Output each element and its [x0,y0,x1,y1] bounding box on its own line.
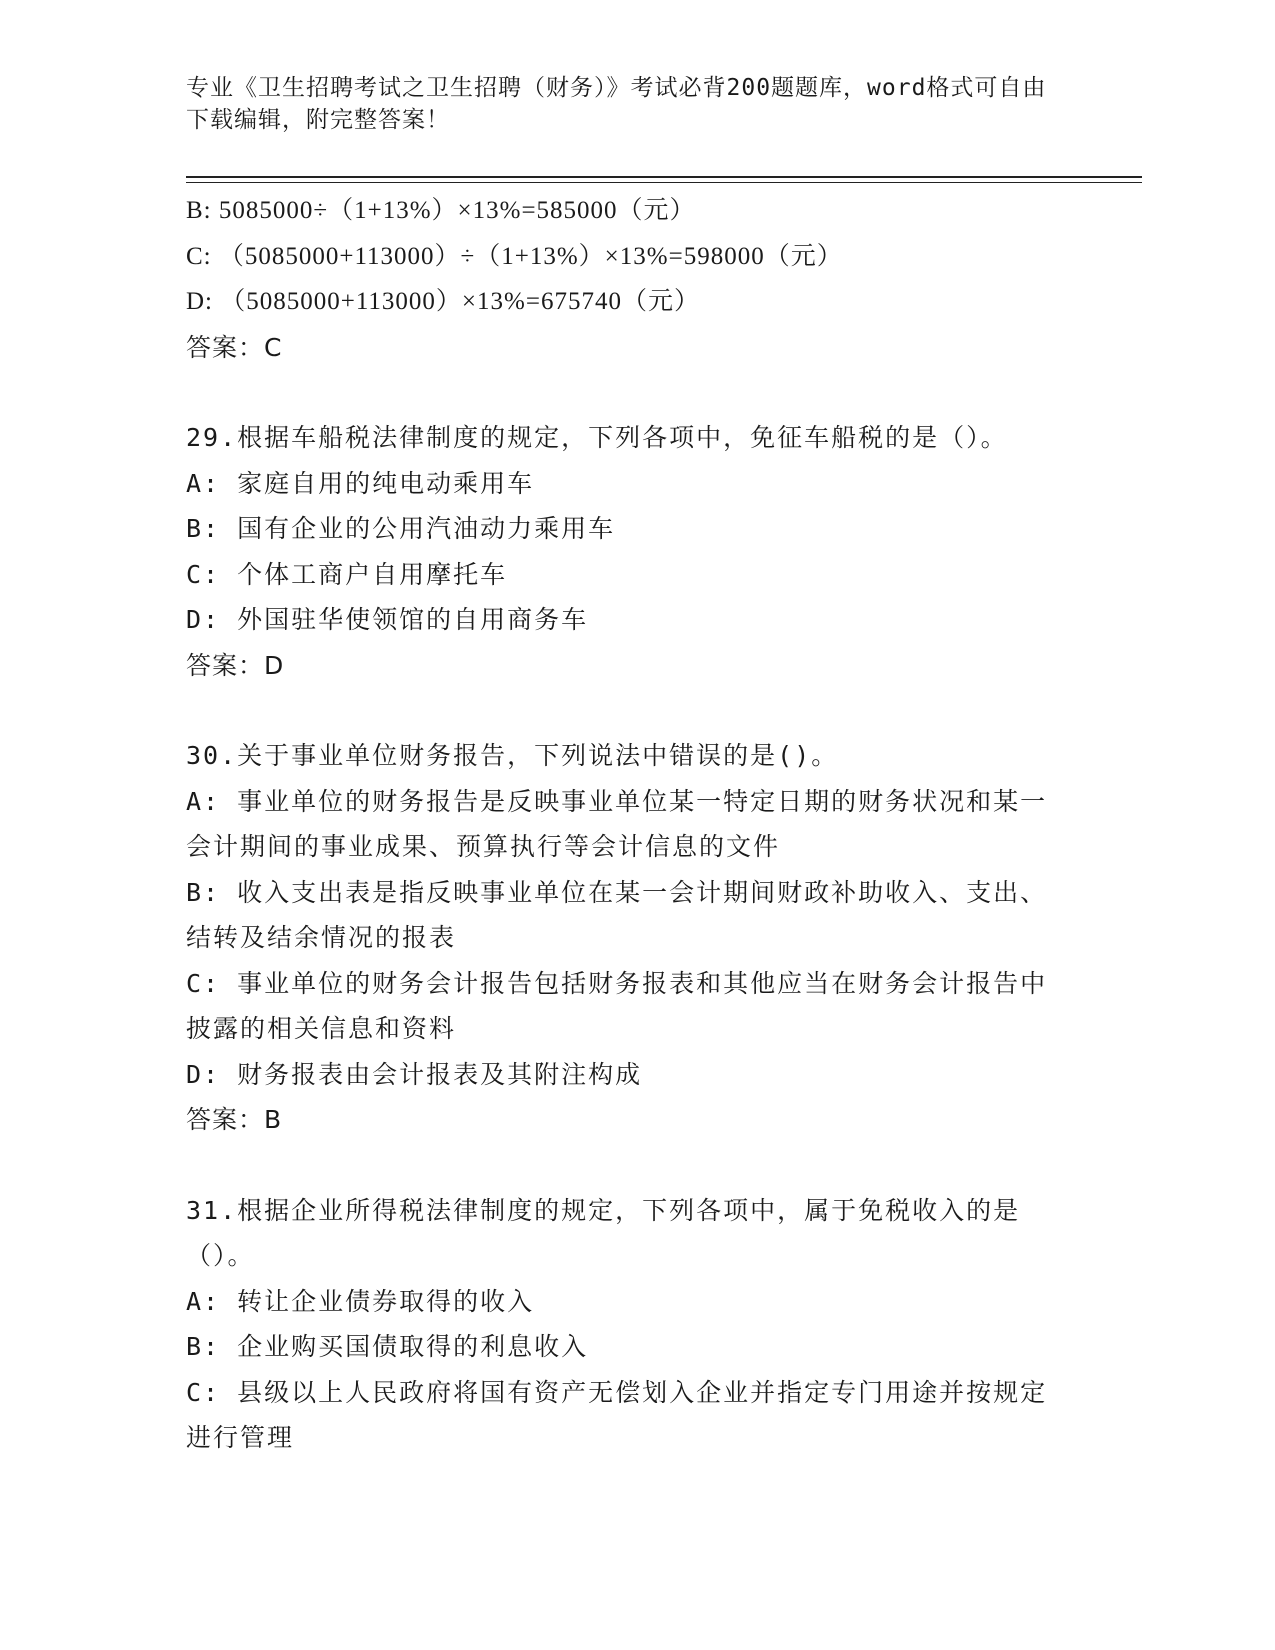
question-stem: 29.根据车船税法律制度的规定，下列各项中，免征车船税的是（）。 [186,423,1008,452]
option-b: B: 收入支出表是指反映事业单位在某一会计期间财政补助收入、支出、结转及结余情况的报表 [186,877,1048,952]
question-stem: 31.根据企业所得税法律制度的规定，下列各项中，属于免税收入的是（）。 [186,1195,1021,1270]
option-a: A: 转让企业债券取得的收入 [186,1286,535,1316]
option-d: D: 财务报表由会计报表及其附注构成 [186,1059,643,1089]
header-divider-thick [186,176,1142,178]
spacer [186,370,1066,415]
option-b: B: 企业购买国债取得的利息收入 [186,1332,589,1361]
option-a: A: 家庭自用的纯电动乘用车 [186,468,535,498]
spacer [186,688,1066,733]
option-d: D: 外国驻华使领馆的自用商务车 [186,605,589,634]
document-body [186,188,1066,1461]
option-c: C: 事业单位的财务会计报告包括财务报表和其他应当在财务会计报告中披露的相关信息和资料 [186,968,1048,1043]
option-c: C: 个体工商户自用摩托车 [186,559,508,589]
question-stem: 30.关于事业单位财务报告，下列说法中错误的是()。 [186,741,839,770]
answer: 答案：D [186,650,285,680]
question-31 [186,1188,1066,1461]
header-divider-thin [186,182,1142,183]
question-28-continued [186,188,1066,370]
spacer [186,1143,1066,1188]
header-title: 专业《卫生招聘考试之卫生招聘（财务）》考试必背200题题库，word格式可自由下载编辑，附完整答案！ [186,75,1047,133]
option-a: A: 事业单位的财务报告是反映事业单位某一特定日期的财务状况和某一会计期间的事业成果、预算执行等会计信息的文件 [186,786,1048,861]
document-header [186,72,1066,136]
answer: 答案：C [186,332,283,362]
option-c: C: 县级以上人民政府将国有资产无偿划入企业并指定专门用途并按规定进行管理 [186,1377,1048,1452]
question-29 [186,415,1066,688]
option-b: B: 5085000÷（1+13%）×13%=585000（元） [186,197,696,224]
question-30 [186,733,1066,1143]
option-b: B: 国有企业的公用汽油动力乘用车 [186,514,616,543]
answer: 答案：B [186,1105,283,1134]
option-d: D: （5085000+113000）×13%=675740（元） [186,288,700,315]
option-c: C: （5085000+113000）÷（1+13%）×13%=598000（元） [186,242,843,270]
